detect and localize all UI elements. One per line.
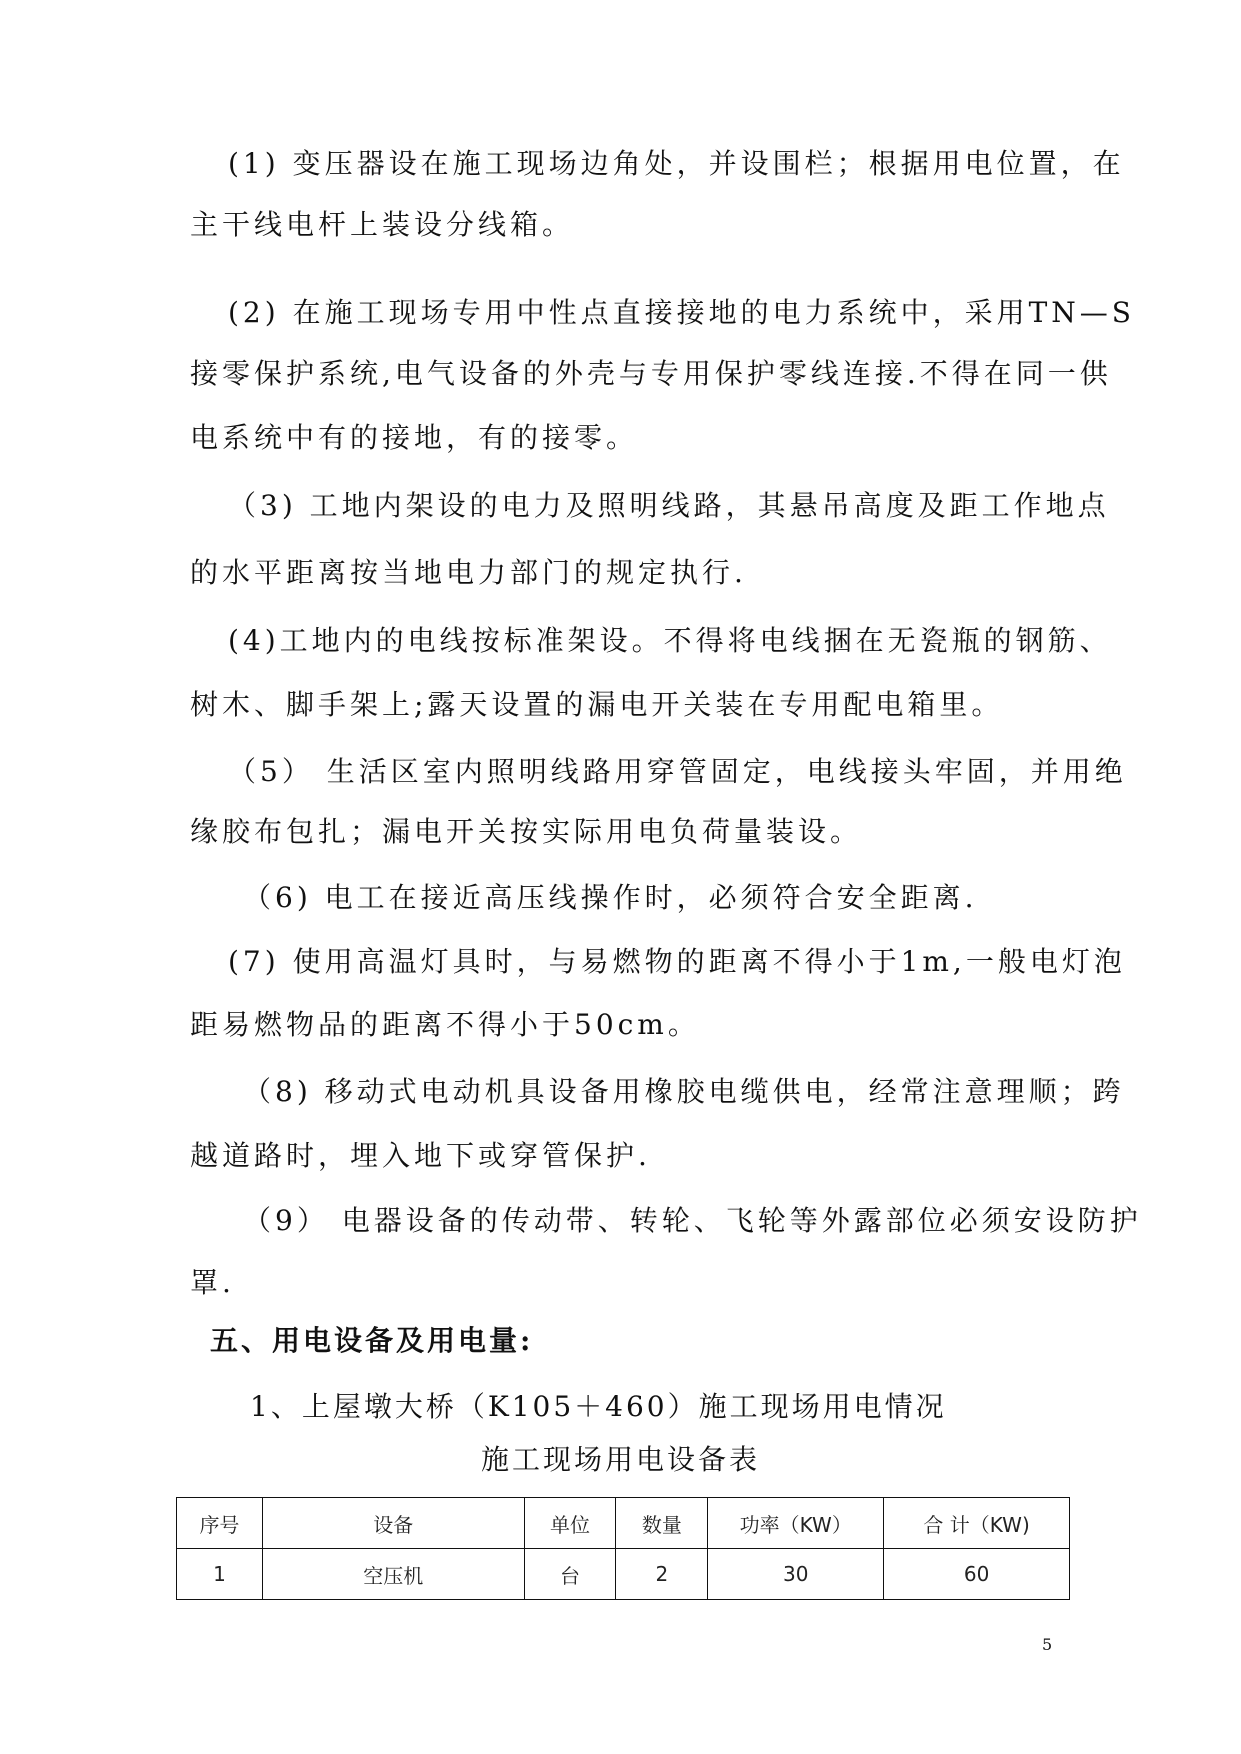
table-cell: 30 xyxy=(708,1549,884,1600)
section-heading: 五、用电设备及用电量: xyxy=(210,1324,534,1357)
paragraph-line-4: 接零保护系统,电气设备的外壳与专用保护零线连接.不得在同一供 xyxy=(190,357,1112,390)
paragraph-line-11: 缘胶布包扎；漏电开关按实际用电负荷量装设。 xyxy=(190,815,863,848)
paragraph-line-16: 越道路时，埋入地下或穿管保护. xyxy=(190,1139,651,1172)
table-cell: 空压机 xyxy=(262,1549,524,1600)
header-cell-power: 功率（KW） xyxy=(708,1498,884,1549)
paragraph-line-8: (4)工地内的电线按标准架设。不得将电线捆在无瓷瓶的钢筋、 xyxy=(228,624,1112,657)
header-cell-quantity: 数量 xyxy=(616,1498,708,1549)
subsection-heading: 1、上屋墩大桥（K105＋460）施工现场用电情况 xyxy=(250,1390,947,1423)
header-cell-index: 序号 xyxy=(177,1498,263,1549)
header-cell-unit: 单位 xyxy=(524,1498,616,1549)
paragraph-line-2: 主干线电杆上装设分线箱。 xyxy=(190,208,575,241)
paragraph-line-13: (7) 使用高温灯具时，与易燃物的距离不得小于1m,一般电灯泡 xyxy=(228,945,1126,978)
table-cell: 1 xyxy=(177,1549,263,1600)
paragraph-line-18: 罩. xyxy=(190,1266,235,1299)
table-cell: 台 xyxy=(524,1549,616,1600)
paragraph-line-5: 电系统中有的接地，有的接零。 xyxy=(190,421,639,454)
paragraph-line-17: （9） 电器设备的传动带、转轮、飞轮等外露部位必须安设防护 xyxy=(243,1204,1142,1237)
page-number: 5 xyxy=(1042,1635,1053,1654)
table-cell: 60 xyxy=(884,1549,1070,1600)
paragraph-line-14: 距易燃物品的距离不得小于50cm。 xyxy=(190,1008,700,1041)
paragraph-line-7: 的水平距离按当地电力部门的规定执行. xyxy=(190,556,747,589)
paragraph-line-9: 树木、脚手架上;露天设置的漏电开关装在专用配电箱里。 xyxy=(190,688,1004,721)
table-cell: 2 xyxy=(616,1549,708,1600)
paragraph-line-10: （5） 生活区室内照明线路用穿管固定，电线接头牢固，并用绝 xyxy=(228,755,1127,788)
table-header-row xyxy=(177,1498,1070,1549)
paragraph-line-1: (1) 变压器设在施工现场边角处，并设围栏；根据用电位置，在 xyxy=(228,147,1125,180)
paragraph-line-6: （3) 工地内架设的电力及照明线路，其悬吊高度及距工作地点 xyxy=(228,489,1110,522)
table-title: 施工现场用电设备表 xyxy=(480,1443,760,1476)
table-row xyxy=(177,1549,1070,1600)
paragraph-line-3: (2) 在施工现场专用中性点直接接地的电力系统中，采用TN—S xyxy=(228,296,1135,329)
header-cell-total: 合 计（KW) xyxy=(884,1498,1070,1549)
paragraph-line-15: （8) 移动式电动机具设备用橡胶电缆供电，经常注意理顺；跨 xyxy=(243,1075,1125,1108)
equipment-table xyxy=(176,1497,1070,1600)
paragraph-line-12: （6) 电工在接近高压线操作时，必须符合安全距离. xyxy=(243,881,978,914)
header-cell-equipment: 设备 xyxy=(262,1498,524,1549)
